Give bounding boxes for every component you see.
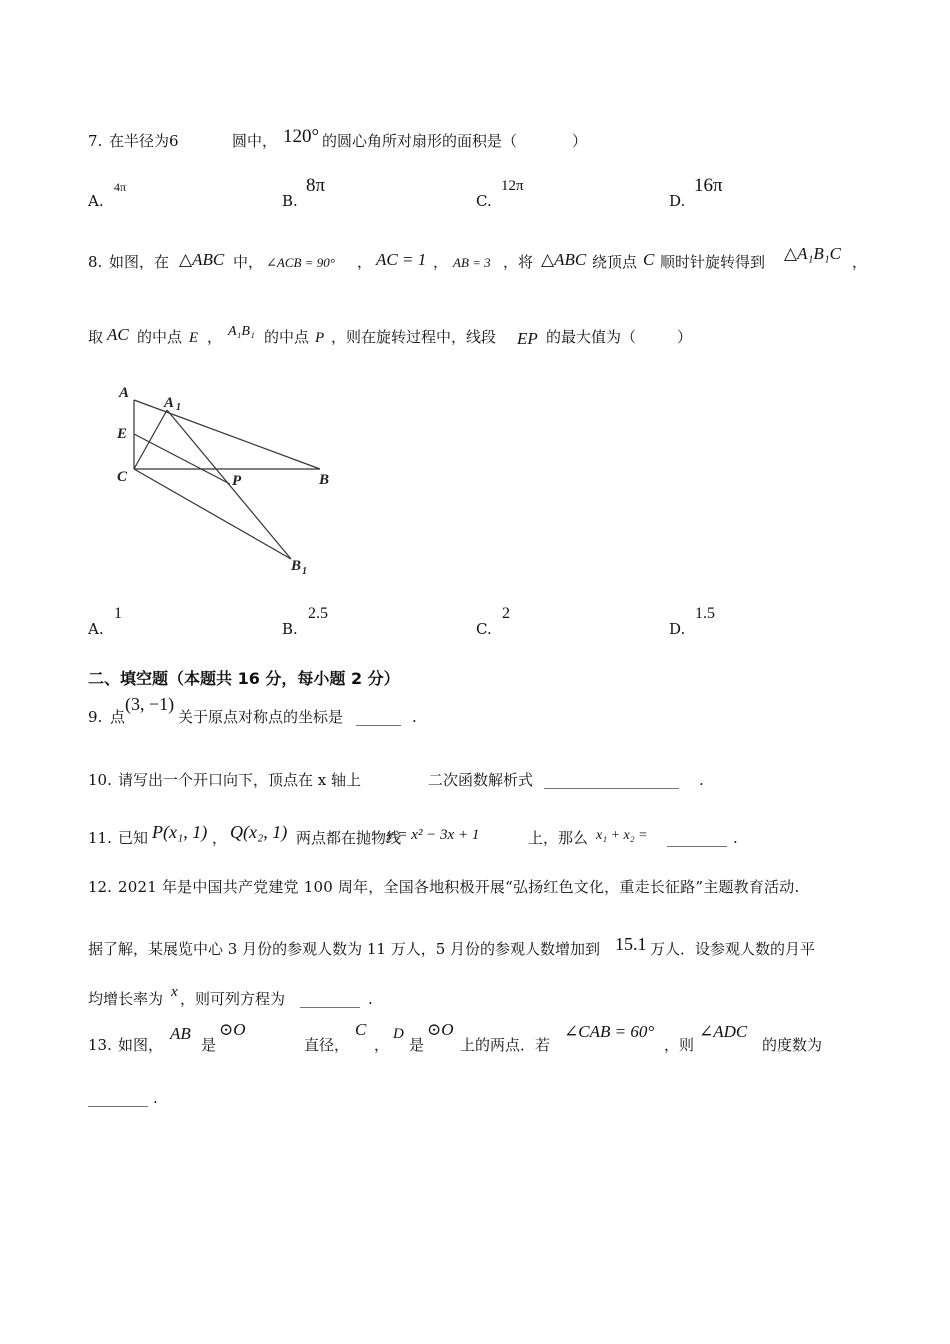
q8-sep-1: ， bbox=[357, 253, 373, 271]
q8-line2-text-4: 的中点 bbox=[264, 328, 310, 346]
q11-end: . bbox=[733, 829, 738, 847]
q8-number: 8. bbox=[88, 253, 103, 271]
q12-line-2-text-2: 万人．设参观人数的月平 bbox=[650, 940, 816, 958]
q8-ac-value: AC = 1 bbox=[376, 250, 427, 269]
q8-text-5: 顺时针旋转得到 bbox=[660, 253, 766, 271]
q7-option-a-value: 4π bbox=[114, 180, 127, 194]
q8-figure bbox=[100, 380, 350, 580]
q8-option-a-value: 1 bbox=[114, 605, 122, 622]
q8-option-d-label: D. bbox=[669, 620, 686, 638]
q12-line-3-text-1: 均增长率为 bbox=[88, 990, 164, 1008]
q11-point-q: Q(x₂, 1) bbox=[230, 822, 288, 842]
q13-angle-adc: ∠ADC bbox=[699, 1022, 748, 1041]
q8-text-6: ， bbox=[852, 253, 868, 271]
q11-blank: ________ bbox=[667, 829, 727, 847]
q13-text-3: 直径， bbox=[304, 1036, 350, 1054]
q8-option-b-label: B. bbox=[282, 620, 298, 638]
q9-number: 9. bbox=[88, 708, 103, 726]
q8-line2-text-3: ， bbox=[207, 328, 223, 346]
fig-label-a: A bbox=[119, 385, 130, 401]
q11-sep: ， bbox=[212, 829, 228, 847]
q13-blank: ________ bbox=[88, 1089, 148, 1107]
segment-a1b1-line bbox=[167, 410, 291, 559]
q8-option-b-value: 2.5 bbox=[308, 605, 328, 622]
q9-text-1: 点 bbox=[110, 708, 126, 726]
q8-option-a-label: A. bbox=[88, 620, 104, 638]
q11-text-3: 上，那么 bbox=[528, 829, 589, 847]
q7-option-c-value: 12π bbox=[501, 178, 524, 194]
q12-line-2-text-1: 据了解，某展览中心 3 月份的参观人数为 11 万人，5 月份的参观人数增加到 bbox=[88, 940, 601, 958]
q7-number: 7. bbox=[88, 132, 103, 150]
q7-option-d-label: D. bbox=[669, 192, 686, 210]
fig-label-c: C bbox=[117, 469, 128, 485]
q8-line2-text-1: 取 bbox=[88, 328, 104, 346]
q13-diameter-ab: AB bbox=[170, 1024, 191, 1043]
q12-value: 15.1 bbox=[615, 934, 647, 954]
q8-triangle-a1b1c: △A₁B₁C bbox=[784, 244, 842, 263]
q12-end: . bbox=[368, 990, 373, 1008]
q12-line-1: 2021 年是中国共产党建党 100 周年，全国各地积极开展“弘扬红色文化，重走长征路”主题教育活动. bbox=[118, 878, 800, 896]
q8-sep-2: ， bbox=[433, 253, 449, 271]
fig-label-p: P bbox=[232, 473, 242, 489]
segment-ep-line bbox=[134, 434, 230, 484]
q13-text-2: 是 bbox=[201, 1036, 217, 1054]
q8-angle-acb: ∠ACB = 90° bbox=[266, 255, 335, 270]
q7-text-3: 的圆心角所对扇形的面积是（ bbox=[322, 132, 518, 150]
q8-option-c-value: 2 bbox=[502, 605, 510, 622]
q10-end: . bbox=[699, 771, 704, 789]
q13-text-4: 是 bbox=[409, 1036, 425, 1054]
fig-label-a1: A bbox=[164, 395, 175, 411]
q8-text-2: 中， bbox=[233, 253, 264, 271]
q7-option-d-value: 16π bbox=[694, 175, 723, 196]
q9-end: . bbox=[412, 708, 417, 726]
q7-option-c-label: C. bbox=[476, 192, 492, 210]
q8-text-1: 如图，在 bbox=[109, 253, 170, 271]
q9-point: (3, −1) bbox=[125, 694, 175, 714]
segment-ab-line bbox=[134, 400, 320, 469]
q8-triangle-abc: △ABC bbox=[179, 250, 225, 269]
q7-angle: 120° bbox=[283, 126, 320, 147]
q7-text-2: 圆中， bbox=[232, 132, 278, 150]
q10-number: 10. bbox=[88, 771, 112, 789]
q7-text-1: 在半径为6 bbox=[109, 132, 179, 150]
q8-vertex-c: C bbox=[643, 250, 655, 269]
q8-line2-text-6: 的最大值为（ bbox=[546, 328, 637, 346]
q7-paren-close: ） bbox=[572, 132, 588, 150]
q13-text-6: ，则 bbox=[664, 1036, 695, 1054]
q12-line-3-text-2: ，则可列方程为 bbox=[180, 990, 286, 1008]
q12-blank: ________ bbox=[300, 990, 360, 1008]
q10-text-1: 请写出一个开口向下，顶点在 x 轴上 bbox=[118, 771, 361, 789]
q8-triangle-abc-2: △ABC bbox=[541, 250, 587, 269]
q8-segment-ep: EP bbox=[517, 329, 538, 348]
section-2-heading: 二、填空题（本题共 16 分，每小题 2 分） bbox=[88, 669, 400, 688]
q13-circle-o-2: ⊙O bbox=[427, 1020, 454, 1039]
q12-number: 12. bbox=[88, 878, 112, 896]
q13-sep: ， bbox=[374, 1036, 390, 1054]
q7-option-a-label: A. bbox=[88, 192, 104, 210]
q8-segment-a1b1: A₁B₁ bbox=[228, 324, 255, 339]
fig-label-b1-sub: 1 bbox=[302, 566, 307, 577]
q8-ab-value: AB = 3 bbox=[453, 255, 491, 270]
q8-option-c-label: C. bbox=[476, 620, 492, 638]
q10-text-2: 二次函数解析式 bbox=[428, 771, 534, 789]
q13-text-5: 上的两点．若 bbox=[460, 1036, 551, 1054]
q11-text-1: 已知 bbox=[118, 829, 149, 847]
fig-label-a1-sub: 1 bbox=[176, 402, 181, 413]
q7-option-b-value: 8π bbox=[306, 175, 326, 196]
q11-text-2: 两点都在抛物线 bbox=[296, 829, 402, 847]
q8-point-p: P bbox=[315, 330, 325, 346]
q9-text-2: 关于原点对称点的坐标是 bbox=[178, 708, 344, 726]
segment-cb1-line bbox=[134, 469, 291, 559]
q13-circle-o-1: ⊙O bbox=[219, 1020, 246, 1039]
segment-ca1-line bbox=[134, 410, 167, 469]
q8-line2-text-2: 的中点 bbox=[137, 328, 183, 346]
q9-blank: ______ bbox=[356, 708, 401, 726]
q13-point-c: C bbox=[355, 1020, 367, 1039]
q8-text-3: ，将 bbox=[503, 253, 534, 271]
q8-segment-ac: AC bbox=[107, 325, 129, 344]
q11-point-p: P(x₁, 1) bbox=[152, 822, 208, 842]
q11-sum: x₁ + x₂ = bbox=[596, 828, 648, 843]
q8-line2-text-5: ，则在旋转过程中，线段 bbox=[331, 328, 497, 346]
fig-label-b: B bbox=[319, 472, 330, 488]
fig-label-b1: B bbox=[291, 558, 302, 574]
q12-variable-x: x bbox=[171, 984, 178, 1000]
q10-blank: __________________ bbox=[544, 771, 679, 789]
q8-point-e: E bbox=[189, 330, 199, 346]
fig-label-e: E bbox=[117, 426, 128, 442]
q8-text-4: 绕顶点 bbox=[592, 253, 638, 271]
q7-option-b-label: B. bbox=[282, 192, 298, 210]
q13-angle-cab: ∠CAB = 60° bbox=[564, 1022, 655, 1041]
q11-parabola-equation: y = x² − 3x + 1 bbox=[387, 827, 480, 843]
q13-point-d: D bbox=[393, 1026, 404, 1042]
q8-option-d-value: 1.5 bbox=[695, 605, 715, 622]
q8-paren-close: ） bbox=[677, 328, 693, 346]
q13-text-7: 的度数为 bbox=[762, 1036, 823, 1054]
q13-end: . bbox=[153, 1089, 158, 1107]
q13-text-1: 如图， bbox=[118, 1036, 164, 1054]
q11-number: 11. bbox=[88, 829, 112, 847]
q13-number: 13. bbox=[88, 1036, 112, 1054]
